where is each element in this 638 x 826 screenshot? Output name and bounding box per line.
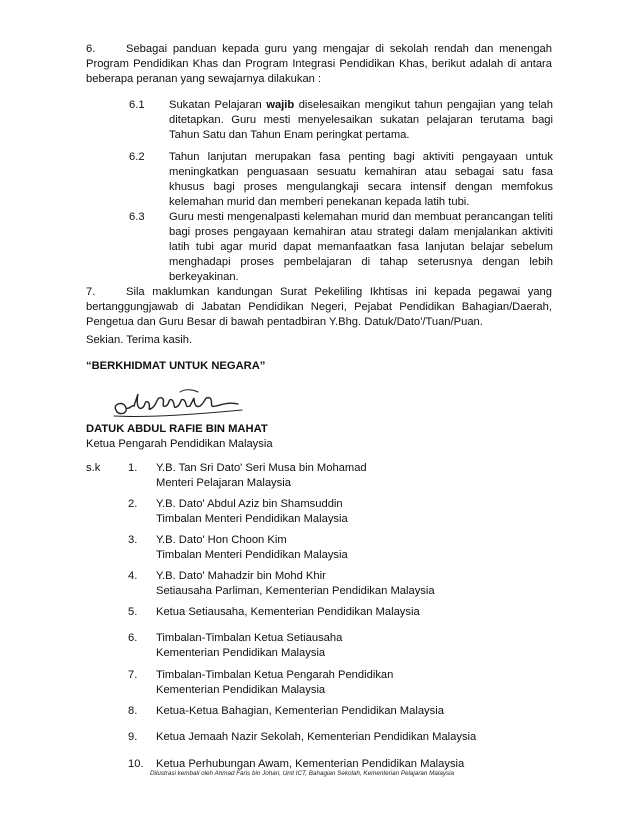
cc-line: Kementerian Pendidikan Malaysia bbox=[156, 647, 326, 659]
cc-item bbox=[128, 461, 558, 491]
sub-item-text-part: Sukatan Pelajaran bbox=[169, 99, 267, 111]
paragraph-number: 7. bbox=[86, 286, 96, 298]
cc-line: Y.B. Dato' Mahadzir bin Mohd Khir bbox=[156, 570, 326, 582]
paragraph-text: Sebagai panduan kepada guru yang mengajar di sekolah rendah dan menengah Program Pendidikan Khas dan Program Integrasi Pendidikan Khas, berikut adalah di antara beberapa peranan yang sewajarnya dilakukan : bbox=[86, 43, 552, 85]
cc-number: 4. bbox=[128, 570, 138, 582]
cc-number: 8. bbox=[128, 705, 138, 717]
cc-number: 3. bbox=[128, 534, 138, 546]
signature-image bbox=[110, 386, 250, 422]
cc-line: Ketua Perhubungan Awam, Kementerian Pendidikan Malaysia bbox=[156, 758, 465, 770]
cc-line: Timbalan-Timbalan Ketua Pengarah Pendidikan bbox=[156, 669, 394, 681]
signatory-title: Ketua Pengarah Pendidikan Malaysia bbox=[86, 438, 273, 450]
cc-line: Ketua-Ketua Bahagian, Kementerian Pendidikan Malaysia bbox=[156, 705, 444, 717]
cc-item bbox=[128, 631, 558, 661]
footer-credit: Dilustrasi kembali oleh Ahmad Faris bin Johari, Unit ICT, Bahagian Sekolah, Kementerian Pelajaran Malaysia bbox=[150, 770, 455, 777]
closing-text: Sekian. Terima kasih. bbox=[86, 334, 193, 346]
cc-item bbox=[128, 704, 558, 719]
signatory-name: DATUK ABDUL RAFIE BIN MAHAT bbox=[86, 423, 268, 435]
cc-line: Setiausaha Parliman, Kementerian Pendidikan Malaysia bbox=[156, 585, 435, 597]
sub-item-6-2 bbox=[129, 150, 553, 210]
cc-item bbox=[128, 533, 558, 563]
sub-item-number: 6.3 bbox=[129, 211, 145, 223]
sub-item-text-part: diselesaikan mengikut tahun pengajian yang telah ditetapkan. Guru mesti menyelesaikan sukatan pelajaran terutama bagi Tahun Satu dan Tahun Enam peringkat pertama. bbox=[169, 99, 553, 141]
cc-line: Y.B. Dato' Abdul Aziz bin Shamsuddin bbox=[156, 498, 343, 510]
sub-item-text: Guru mesti mengenalpasti kelemahan murid dan membuat perancangan teliti bagi proses pengayaan kemahiran atau strategi dalam menjalankan aktiviti latih tubi agar murid dapat memanfaatkan fasa lanjutan belajar sebelum menghadapi proses pembelajaran di tahap seterusnya dengan lebih berkeyakinan. bbox=[169, 211, 553, 283]
sub-item-text: Tahun lanjutan merupakan fasa penting bagi aktiviti pengayaan untuk meningkatkan penguasaan sesuatu kemahiran atau sebagai satu fasa khusus bagi proses mengulangkaji secara intensif dengan memfokus kelemahan murid dan memberi penekanan kepada latih tubi. bbox=[169, 151, 553, 208]
cc-line: Menteri Pelajaran Malaysia bbox=[156, 477, 291, 489]
sub-item-number: 6.2 bbox=[129, 151, 145, 163]
paragraph-6 bbox=[86, 42, 552, 87]
cc-line: Y.B. Tan Sri Dato' Seri Musa bin Mohamad bbox=[156, 462, 367, 474]
sub-item-number: 6.1 bbox=[129, 99, 145, 111]
motto: “BERKHIDMAT UNTUK NEGARA” bbox=[86, 360, 266, 372]
paragraph-7 bbox=[86, 285, 552, 330]
cc-number: 7. bbox=[128, 669, 138, 681]
cc-number: 2. bbox=[128, 498, 138, 510]
paragraph-number: 6. bbox=[86, 43, 96, 55]
cc-item bbox=[128, 668, 558, 698]
cc-number: 5. bbox=[128, 606, 138, 618]
cc-item bbox=[128, 569, 558, 599]
cc-line: Timbalan Menteri Pendidikan Malaysia bbox=[156, 549, 348, 561]
cc-line: Timbalan-Timbalan Ketua Setiausaha bbox=[156, 632, 343, 644]
cc-number: 10. bbox=[128, 758, 144, 770]
cc-label: s.k bbox=[86, 462, 101, 474]
cc-line: Kementerian Pendidikan Malaysia bbox=[156, 684, 326, 696]
emphasis-text: wajib bbox=[266, 99, 295, 111]
cc-number: 9. bbox=[128, 731, 138, 743]
cc-line: Timbalan Menteri Pendidikan Malaysia bbox=[156, 513, 348, 525]
cc-number: 6. bbox=[128, 632, 138, 644]
cc-line: Y.B. Dato' Hon Choon Kim bbox=[156, 534, 287, 546]
cc-number: 1. bbox=[128, 462, 138, 474]
paragraph-text: Sila maklumkan kandungan Surat Pekeliling Ikhtisas ini kepada pegawai yang bertanggungjawab di Jabatan Pendidikan Negeri, Pejabat Pendidikan Bahagian/Daerah, Pengetua dan Guru Besar di bawah pentadbiran Y.Bhg. Datuk/Dato'/Tuan/Puan. bbox=[86, 286, 552, 328]
sub-item-6-3 bbox=[129, 210, 553, 285]
cc-item bbox=[128, 605, 558, 620]
cc-item bbox=[128, 730, 558, 745]
cc-item bbox=[128, 497, 558, 527]
cc-line: Ketua Setiausaha, Kementerian Pendidikan Malaysia bbox=[156, 606, 420, 618]
sub-item-text bbox=[169, 98, 553, 143]
sub-item-6-1 bbox=[129, 98, 553, 143]
cc-line: Ketua Jemaah Nazir Sekolah, Kementerian Pendidikan Malaysia bbox=[156, 731, 477, 743]
